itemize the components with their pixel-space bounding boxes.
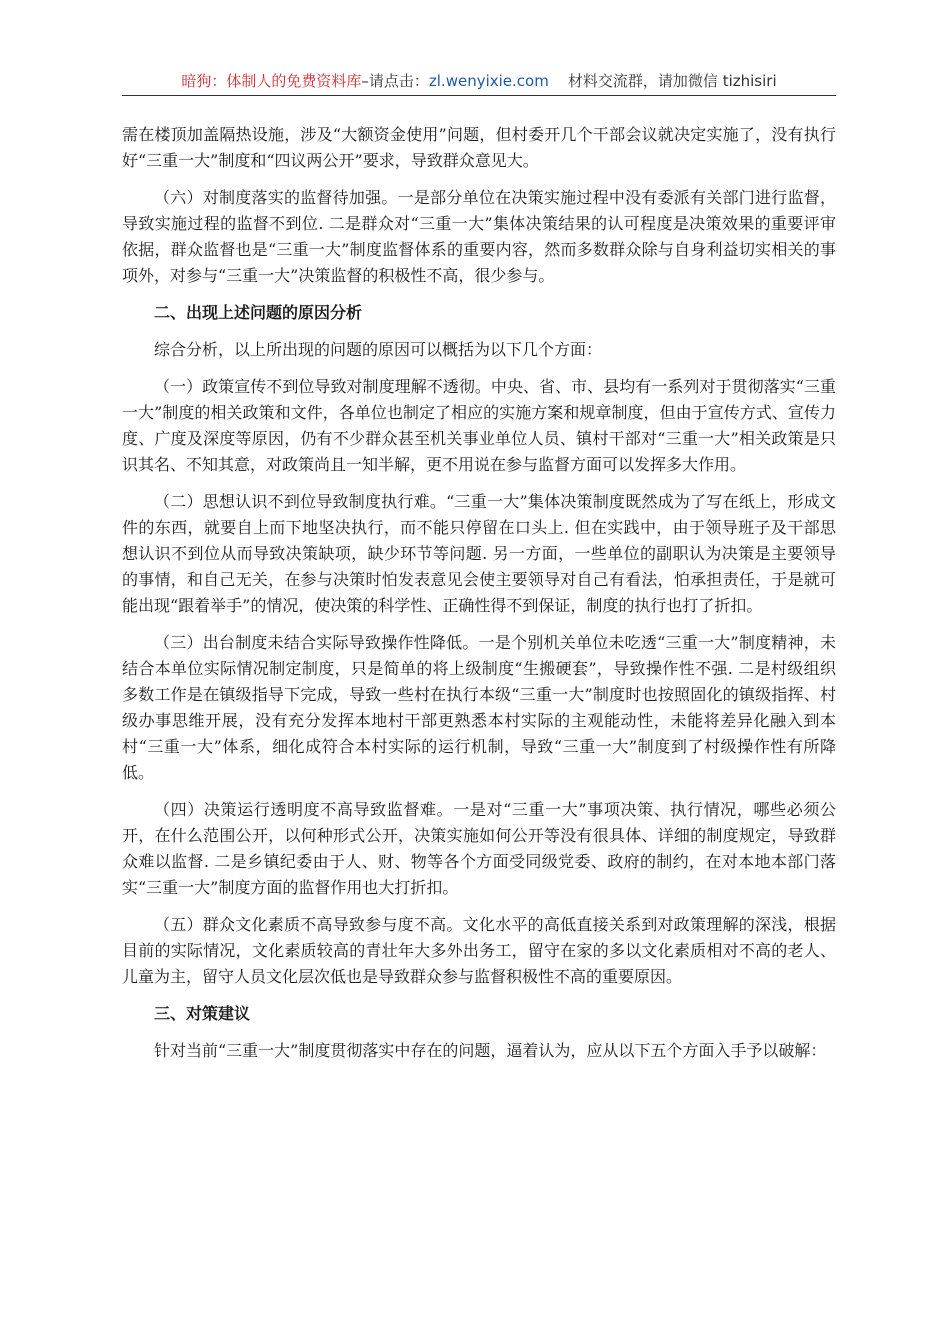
paragraph-cause-3: （三）出台制度未结合实际导致操作性降低。一是个别机关单位未吃透“三重一大”制度精神，未结合本单位实际情况制定制度，只是简单的将上级制度“生搬硬套”，导致操作性不强. 二是村级组织多数工作是在镇级指导下完成，导致一些村在执行本级“三重一大”制度时也按照固化的镇级指挥、村级办事思维开展，没有充分发挥本地村干部更熟悉本村实际的主观能动性，未能将差异化融入到本村“三重一大”体系，细化成符合本村实际的运行机制，导致“三重一大”制度到了村级操作性有所降低。 <box>122 633 836 782</box>
section-heading-2: 二、出现上述问题的原因分析 <box>154 303 363 322</box>
paragraph-cause-4: （四）决策运行透明度不高导致监督难。一是对“三重一大”事项决策、执行情况，哪些必须公开，在什么范围公开，以何种形式公开，决策实施如何公开等没有很具体、详细的制度规定，导致群众难以监督. 二是乡镇纪委由于人、财、物等各个方面受同级党委、政府的制约，在对本地本部门落实“三重一大”制度方面的监督作用也大打折扣。 <box>122 800 836 897</box>
header-wechat-id: tizhisiri <box>722 72 777 90</box>
section-heading-3: 三、对策建议 <box>154 1004 251 1023</box>
paragraph-cause-1: （一）政策宣传不到位导致对制度理解不透彻。中央、省、市、县均有一系列对于贯彻落实“三重一大”制度的相关政策和文件，各单位也制定了相应的实施方案和规章制度，但由于宣传方式、宣传力度、广度及深度等原因，仍有不少群众甚至机关事业单位人员、镇村干部对“三重一大”相关政策是只识其名、不知其意，对政策尚且一知半解，更不用说在参与监督方面可以发挥多大作用。 <box>122 377 836 474</box>
header-link-prompt: –请点击： <box>361 72 429 90</box>
paragraph-item-6: （六）对制度落实的监督待加强。一是部分单位在决策实施过程中没有委派有关部门进行监督，导致实施过程的监督不到位. 二是群众对“三重一大”集体决策结果的认可程度是决策效果的重要评审依据，群众监督也是“三重一大”制度监督体系的重要内容，然而多数群众除与自身利益切实相关的事项外，对参与“三重一大”决策监督的积极性不高，很少参与。 <box>122 188 836 285</box>
paragraph-suggestion-intro: 针对当前“三重一大”制度贯彻落实中存在的问题，逼着认为，应从以下五个方面入手予以破解： <box>154 1041 827 1060</box>
paragraph-cause-5: （五）群众文化素质不高导致参与度不高。文化水平的高低直接关系到对政策理解的深浅，根据目前的实际情况，文化素质较高的青壮年大多外出务工，留守在家的多以文化素质相对不高的老人、儿童为主，留守人员文化层次低也是导致群众参与监督积极性不高的重要原因。 <box>122 915 836 986</box>
header-group-text: 材料交流群，请加微信 <box>567 72 718 90</box>
paragraph-continued: 需在楼顶加盖隔热设施，涉及“大额资金使用”问题，但村委开几个干部会议就决定实施了，没有执行好“三重一大”制度和“四议两公开”要求，导致群众意见大。 <box>122 125 836 170</box>
page-header <box>122 70 836 91</box>
header-divider <box>122 95 836 96</box>
header-site-link[interactable]: zl.wenyixie.com <box>428 72 549 90</box>
document-body <box>122 122 836 1075</box>
paragraph-summary: 综合分析，以上所出现的问题的原因可以概括为以下几个方面： <box>154 340 603 359</box>
paragraph-cause-2: （二）思想认识不到位导致制度执行难。“三重一大”集体决策制度既然成为了写在纸上，形成文件的东西，就要自上而下地坚决执行，而不能只停留在口头上. 但在实践中，由于领导班子及干部思想认识不到位从而导致决策缺项，缺少环节等问题. 另一方面，一些单位的副职认为决策是主要领导的事情，和自己无关，在参与决策时怕发表意见会使主要领导对自己有看法，怕承担责任，于是就可能出现“跟着举手”的情况，使决策的科学性、正确性得不到保证，制度的执行也打了折扣。 <box>122 492 836 615</box>
header-site-name: 暗狗：体制人的免费资料库 <box>181 72 362 90</box>
